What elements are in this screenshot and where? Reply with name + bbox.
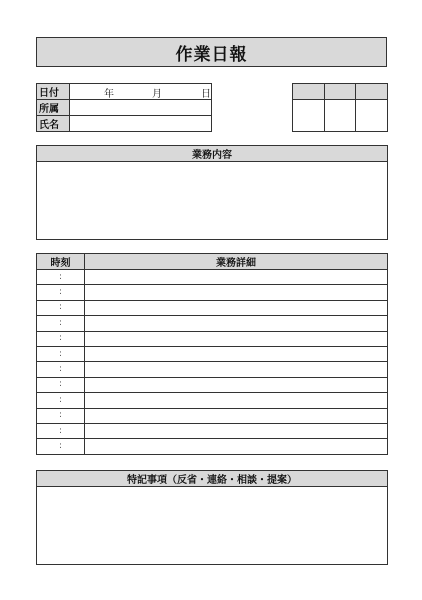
name-field[interactable] [70,116,212,132]
table-row [37,285,388,300]
time-cell[interactable]: : [37,439,85,454]
table-row [37,346,388,361]
date-field[interactable] [70,84,212,100]
detail-cell[interactable] [85,377,388,392]
work-content-area[interactable] [37,162,388,240]
detail-cell[interactable] [85,362,388,377]
time-cell[interactable]: : [37,393,85,408]
day-label: 日 [201,89,211,100]
stamp-header-cell [356,84,388,100]
time-cell[interactable]: : [37,408,85,423]
notes-section [36,470,388,565]
info-table [36,83,212,132]
table-row [37,423,388,438]
date-label: 日付 [37,84,70,100]
table-row [37,408,388,423]
time-cell[interactable]: : [37,331,85,346]
detail-cell[interactable] [85,270,388,285]
time-cell[interactable]: : [37,285,85,300]
time-cell[interactable]: : [37,316,85,331]
table-row [37,377,388,392]
detail-cell[interactable] [85,423,388,438]
table-row [37,331,388,346]
month-label: 月 [152,89,162,100]
name-label: 氏名 [37,116,70,132]
stamp-cell[interactable] [356,100,388,132]
stamp-header-cell [324,84,356,100]
work-detail-table [36,253,388,455]
table-row [37,300,388,315]
dept-field[interactable] [70,100,212,116]
detail-cell[interactable] [85,316,388,331]
detail-header: 業務詳細 [85,254,388,270]
time-cell[interactable]: : [37,377,85,392]
table-row [37,439,388,454]
work-content-heading: 業務内容 [37,146,388,162]
detail-cell[interactable] [85,408,388,423]
detail-cell[interactable] [85,439,388,454]
stamp-header-cell [293,84,325,100]
notes-area[interactable] [37,487,388,565]
table-row [37,393,388,408]
table-row [37,270,388,285]
year-label: 年 [104,89,114,100]
stamp-cell[interactable] [293,100,325,132]
time-cell[interactable]: : [37,346,85,361]
detail-cell[interactable] [85,346,388,361]
approval-stamp-table [292,83,388,132]
time-cell[interactable]: : [37,270,85,285]
table-row [37,362,388,377]
table-row [37,316,388,331]
detail-cell[interactable] [85,300,388,315]
stamp-cell[interactable] [324,100,356,132]
detail-cell[interactable] [85,393,388,408]
work-content-section [36,145,388,240]
time-cell[interactable]: : [37,362,85,377]
detail-cell[interactable] [85,331,388,346]
time-cell[interactable]: : [37,423,85,438]
time-header: 時刻 [37,254,85,270]
page-title: 作業日報 [36,37,387,67]
notes-heading: 特記事項（反省・連絡・相談・提案） [37,471,388,487]
detail-cell[interactable] [85,285,388,300]
dept-label: 所属 [37,100,70,116]
time-cell[interactable]: : [37,300,85,315]
